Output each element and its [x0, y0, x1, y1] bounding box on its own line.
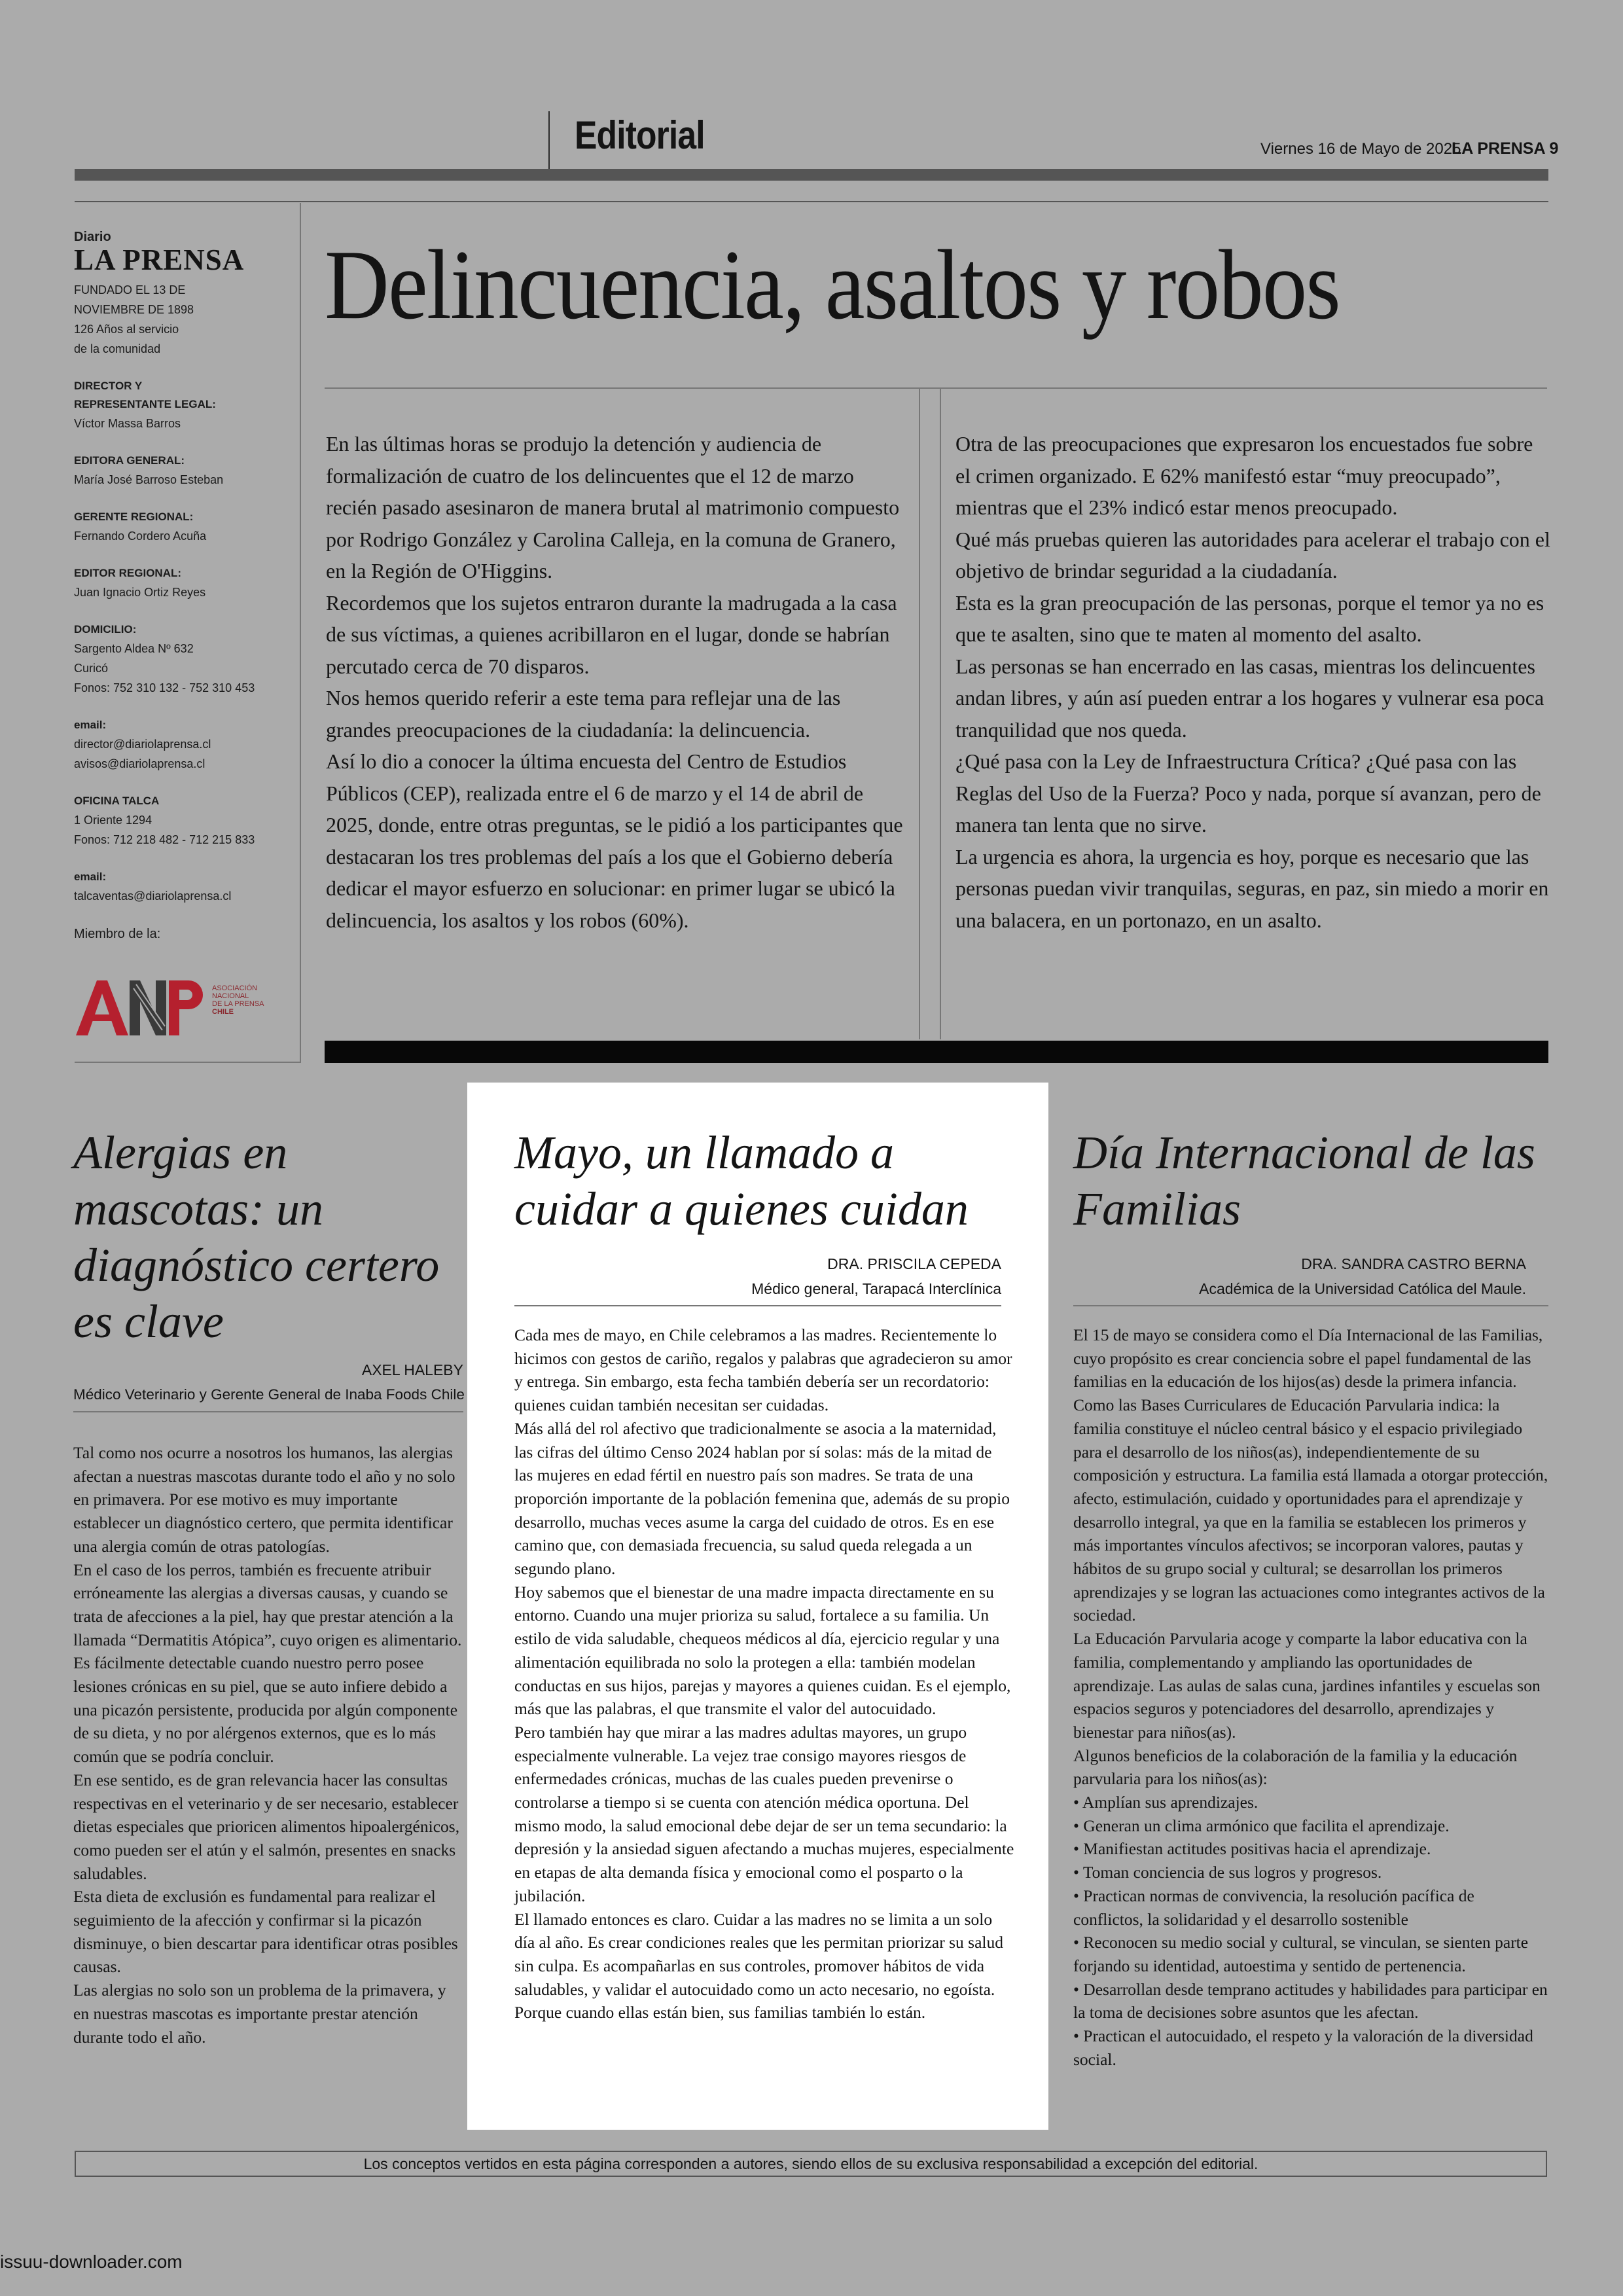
masthead-logo-name: LA PRENSA [74, 243, 245, 276]
staff-value: María José Barroso Esteban [74, 473, 224, 486]
article-paragraph: En el caso de los perros, también es frecuente atribuir erróneamente las alergias a diversas causas, y cuando se trata de afecciones a la piel, hay que prestar atención a la llamada “Dermatitis Atópica”, cuyo origen es alimentario. [73, 1560, 462, 1649]
staff-gerente-regional [74, 508, 296, 546]
founded-line: de la comunidad [74, 342, 161, 355]
founded-line: NOVIEMBRE DE 1898 [74, 303, 194, 316]
email-link[interactable]: director@diariolaprensa.cl [74, 738, 211, 751]
founded-line: 126 Años al servicio [74, 323, 179, 336]
article-paragraph: Cada mes de mayo, en Chile celebramos a las madres. Recientemente lo hicimos con gestos de cariño, regalos y palabras que agradecieron su amor y entrega. Sin embargo, esta fecha también debería ser un recordatorio: quienes cuidan también necesitan ser cuidadas. [514, 1325, 1012, 1415]
article-paragraph: Esta dieta de exclusión es fundamental para realizar el seguimiento de la afección y confirmar si la picazón disminuye, o bien descartar para identificar otras posibles causas. [73, 1887, 458, 1977]
masthead-divider [300, 203, 301, 1063]
editorial-column-divider [940, 389, 941, 1039]
article-bullet: • Practican el autocuidado, el respeto y la valoración de la diversidad social. [1073, 2026, 1533, 2069]
article-bullet: • Generan un clima armónico que facilita el aprendizaje. [1073, 1816, 1450, 1835]
watermark: issuu-downloader.com [0, 2251, 183, 2272]
header-date: Viernes 16 de Mayo de 2025 [1260, 140, 1461, 158]
editorial-paragraph: Qué más pruebas quieren las autoridades para acelerar el trabajo con el objetivo de brindar seguridad a la ciudadanía. [955, 527, 1550, 583]
article-paragraph: Es fácilmente detectable cuando nuestro perro posee lesiones crónicas en su piel, que se auto infiere debido a una picazón persistente, producida por algún componente de su dieta, y no por alérgenos externos, que es lo más común que se podría concluir. [73, 1653, 458, 1767]
editorial-column-2 [955, 428, 1551, 936]
editorial-column-1 [326, 428, 908, 936]
header-divider-vertical [548, 111, 550, 170]
editorial-paragraph: Otra de las preocupaciones que expresaron los encuestados fue sobre el crimen organizado. E 62% manifestó estar “muy preocupado”, mientras que el 23% indicó estar menos preocupado. [955, 432, 1533, 519]
article-body [514, 1323, 1014, 2024]
address-line: Sargento Aldea Nº 632 [74, 642, 194, 655]
talca-office [74, 792, 296, 850]
anp-caption [212, 984, 264, 1016]
editorial-paragraph: En las últimas horas se produjo la detención y audiencia de formalización de cuatro de los delincuentes que el 12 de marzo recién pasado asesinaron de manera brutal al matrimonio compuesto por Rodrigo González y Carolina Calleja, en la comuna de Granero, en la Región de O'Higgins. [326, 432, 900, 583]
office-phone: Fonos: 712 218 482 - 712 215 833 [74, 833, 255, 846]
masthead-diario: Diario [74, 230, 111, 244]
article-rule [1073, 1305, 1548, 1306]
header-thick-rule [75, 169, 1548, 181]
article-rule [73, 1411, 463, 1412]
talca-email-block [74, 868, 296, 906]
article-body [1073, 1323, 1548, 2072]
staff-value: Fernando Cordero Acuña [74, 529, 207, 543]
article-paragraph: La Educación Parvularia acoge y comparte la labor educativa con la familia, complementando y ampliando las oportunidades de aprendizaje. Las aulas de salas cuna, jardines infantiles y escuelas son espacios seguros y potenciadores del desarrollo, aprendizajes y bienestar para niños(as). [1073, 1629, 1541, 1742]
email-block [74, 716, 296, 774]
article-rule [514, 1305, 1001, 1306]
founded-info [74, 280, 296, 359]
article-author-role: Médico general, Tarapacá Interclínica [751, 1280, 1001, 1297]
email-label: email: [74, 870, 107, 883]
staff-label: EDITORA GENERAL: [74, 454, 185, 467]
address [74, 620, 296, 698]
article-bullet: • Reconocen su medio social y cultural, se vinculan, se sienten parte forjando su identidad, autoestima y sentido de pertenencia. [1073, 1933, 1529, 1975]
anp-caption-line: ASOCIACIÓN [212, 984, 258, 992]
article-title: Mayo, un llamado a cuidar a quienes cuidan [514, 1126, 969, 1235]
masthead [74, 230, 296, 944]
article-paragraph: El llamado entonces es claro. Cuidar a las madres no se limita a un solo día al año. Es crear condiciones reales que les permitan priorizar su salud sin culpa. Es acompañarlas en sus controles, promover hábitos de vida saludables, y validar el autocuidado como un acto necesario, no egoísta. Porque cuando ellas están bien, sus familias también lo están. [514, 1909, 1003, 2022]
article-author: DRA. SANDRA CASTRO BERNA [1301, 1255, 1526, 1272]
article-paragraph: Más allá del rol afectivo que tradicionalmente se asocia a la maternidad, las cifras del último Censo 2024 hablan por sí solas: más de la mitad de las mujeres en edad fértil en nuestro país son madres. Se trata de una proporción importante de la población femenina que, además de su propio desarrollo, muchas veces asume la carga del cuidado de otros. Es en ese camino que, con demasiada frecuencia, su salud queda relegada a un segundo plano. [514, 1418, 1010, 1579]
anp-logo-mark [73, 975, 211, 1041]
article-bullet: • Amplían sus aprendizajes. [1073, 1793, 1258, 1812]
article-bullet: • Desarrollan desde temprano actitudes y habilidades para participar en la toma de decisiones sobre asuntos que les afectan. [1073, 1979, 1548, 2022]
email-link[interactable]: avisos@diariolaprensa.cl [74, 757, 205, 770]
address-line: Curicó [74, 662, 109, 675]
staff-label: GERENTE REGIONAL: [74, 511, 194, 523]
editorial-title-rule [325, 387, 1547, 389]
article-paragraph: Las alergias no solo son un problema de la primavera, y en nuestras mascotas es importante prestar atención durante todo el año. [73, 1981, 446, 2047]
disclaimer-text: Los conceptos vertidos en esta página corresponden a autores, siendo ellos de su exclusiva responsabilidad a excepción del editorial. [363, 2155, 1258, 2172]
staff-value: Víctor Massa Barros [74, 417, 181, 430]
article-family-day [1073, 1124, 1548, 2072]
editorial-paragraph: Recordemos que los sujetos entraron durante la madrugada a la casa de sus víctimas, a quienes acribillaron en el lugar, donde se habrían percutado cerca de 70 disparos. [326, 590, 897, 678]
phone-line: Fonos: 752 310 132 - 752 310 453 [74, 681, 255, 694]
address-label: DOMICILIO: [74, 623, 137, 636]
anp-caption-line: NACIONAL [212, 992, 249, 1000]
article-paragraph: Hoy sabemos que el bienestar de una madre impacta directamente en su entorno. Cuando una mujer prioriza su salud, fortalece a su familia. Un estilo de vida saludable, chequeos médicos al día, ejercicio regular y una alimentación equilibrada no solo la protegen a ella: también modelan conductas en sus hijos, parejas y mayores a quienes cuidan. Es el ejemplo, más que las palabras, el que transmite el valor del autocuidado. [514, 1582, 1011, 1719]
article-author: DRA. PRISCILA CEPEDA [827, 1255, 1001, 1272]
staff-value: Juan Ignacio Ortiz Reyes [74, 586, 206, 599]
office-label: OFICINA TALCA [74, 795, 160, 807]
staff-label: DIRECTOR Y [74, 380, 143, 392]
article-author-role: Médico Veterinario y Gerente General de Inaba Foods Chile [73, 1386, 465, 1403]
article-paragraph: Como las Bases Curriculares de Educación Parvularia indica: la familia constituye el núcleo central básico y el espacio privilegiado para el desarrollo de los niños(as), independientemente de su composición y estructura. La familia está llamada a otorgar protección, afecto, estimulación, cuidado y oportunidades para el aprendizaje y desarrollo integral, ya que en la familia se establecen los primeros y más importantes vínculos afectivos; se incorporan valores, pautas y hábitos de su grupo social y cultural; se desarrollan los primeros aprendizajes y se logran las actuaciones como integrantes activos de la sociedad. [1073, 1395, 1548, 1625]
founded-line: FUNDADO EL 13 DE [74, 283, 186, 296]
article-mothers-care [514, 1124, 1014, 2024]
staff-editor-regional [74, 564, 296, 602]
article-body [73, 1441, 463, 2049]
staff-editora-general [74, 452, 296, 490]
office-address: 1 Oriente 1294 [74, 814, 152, 827]
editorial-black-bar [325, 1041, 1548, 1063]
article-paragraph: El 15 de mayo se considera como el Día Internacional de las Familias, cuyo propósito es crear conciencia sobre el papel fundamental de las familias en la educación de los hijos(as) desde la primera infancia. [1073, 1325, 1543, 1391]
editorial-paragraph: La urgencia es ahora, la urgencia es hoy, porque es necesario que las personas puedan vivir tranquilas, seguras, en paz, sin miedo a morir en una balacera, en un portonazo, en un asalto. [955, 844, 1549, 932]
article-bullet: • Toman conciencia de sus logros y progresos. [1073, 1863, 1382, 1882]
editorial-paragraph: Las personas se han encerrado en las casas, mientras los delincuentes andan libres, y aún así pueden entrar a los hogares y vulnerar esa poca tranquilidad que nos queda. [955, 654, 1544, 742]
editorial-paragraph: ¿Qué pasa con la Ley de Infraestructura Crítica? ¿Qué pasa con las Reglas del Uso de la Fuerza? Poco y nada, porque sí avanzan, pero de manera tan lenta que no sirve. [955, 749, 1541, 836]
article-pet-allergies [73, 1124, 463, 2049]
article-paragraph: Algunos beneficios de la colaboración de la familia y la educación parvularia para los niños(as): [1073, 1746, 1518, 1789]
staff-label: EDITOR REGIONAL: [74, 567, 182, 579]
editorial-headline: Delincuencia, asaltos y robos [325, 230, 1340, 340]
member-of-label: Miembro de la: [74, 927, 161, 941]
staff-label: REPRESENTANTE LEGAL: [74, 398, 216, 410]
article-paragraph: En ese sentido, es de gran relevancia hacer las consultas respectivas en el veterinario y de ser necesario, establecer dietas especiales que prioricen alimentos hipoalergénicos, como pueden ser el atún y el salmón, presentes en snacks saludables. [73, 1770, 460, 1883]
article-bullet: • Manifiestan actitudes positivas hacia el aprendizaje. [1073, 1839, 1431, 1859]
editorial-paragraph: Así lo dio a conocer la última encuesta del Centro de Estudios Públicos (CEP), realizada entre el 6 de marzo y el 14 de abril de 2025, donde, entre otras preguntas, se le pidió a los participantes que destacaran los tres problemas del país a los que el Gobierno debería dedicar el mayor esfuerzo en solucionar: en primer lugar se ubicó la delincuencia, los asaltos y los robos (60%). [326, 749, 903, 932]
anp-caption-line: CHILE [212, 1008, 234, 1016]
header-page: LA PRENSA 9 [1452, 139, 1559, 158]
header-thin-rule [75, 201, 1548, 202]
section-title: Editorial [575, 113, 705, 157]
article-paragraph: Tal como nos ocurre a nosotros los humanos, las alergias afectan a nuestras mascotas durante todo el año y no solo en primavera. Por ese motivo es muy importante establecer un diagnóstico certero, que permita identificar una alergia común de otras patologías. [73, 1443, 455, 1556]
anp-caption-line: DE LA PRENSA [212, 1000, 264, 1008]
article-title: Alergias en mascotas: un diagnóstico certero es clave [73, 1126, 440, 1348]
email-label: email: [74, 719, 107, 731]
article-author-role: Académica de la Universidad Católica del Maule. [1199, 1280, 1526, 1297]
email-link[interactable]: talcaventas@diariolaprensa.cl [74, 889, 232, 903]
editorial-column-divider [919, 389, 920, 1039]
masthead-bottom-rule [75, 1062, 301, 1063]
article-title: Día Internacional de las Familias [1073, 1126, 1535, 1235]
staff-director [74, 377, 296, 433]
editorial-paragraph: Nos hemos querido referir a este tema para reflejar una de las grandes preocupaciones de la ciudadanía: la delincuencia. [326, 686, 841, 742]
article-author: AXEL HALEBY [361, 1361, 463, 1378]
anp-logo [73, 975, 283, 1041]
article-paragraph: Pero también hay que mirar a las madres adultas mayores, un grupo especialmente vulnerable. La vejez trae consigo mayores riesgos de enfermedades crónicas, muchas de las cuales pueden prevenirse o controlarse a tiempo si se cuenta con atención médica oportuna. Del mismo modo, la salud emocional debe dejar de ser un tema secundario: la depresión y la ansiedad siguen afectando a muchas mujeres, especialmente en etapas de alta demanda física y emocional como el posparto o la jubilación. [514, 1722, 1014, 1905]
editorial-paragraph: Esta es la gran preocupación de las personas, porque el temor ya no es que te asalten, sino que te maten al momento del asalto. [955, 590, 1544, 646]
disclaimer-box [75, 2151, 1547, 2177]
article-bullet: • Practican normas de convivencia, la resolución pacífica de conflictos, la solidaridad y el desarrollo sostenible [1073, 1886, 1474, 1929]
